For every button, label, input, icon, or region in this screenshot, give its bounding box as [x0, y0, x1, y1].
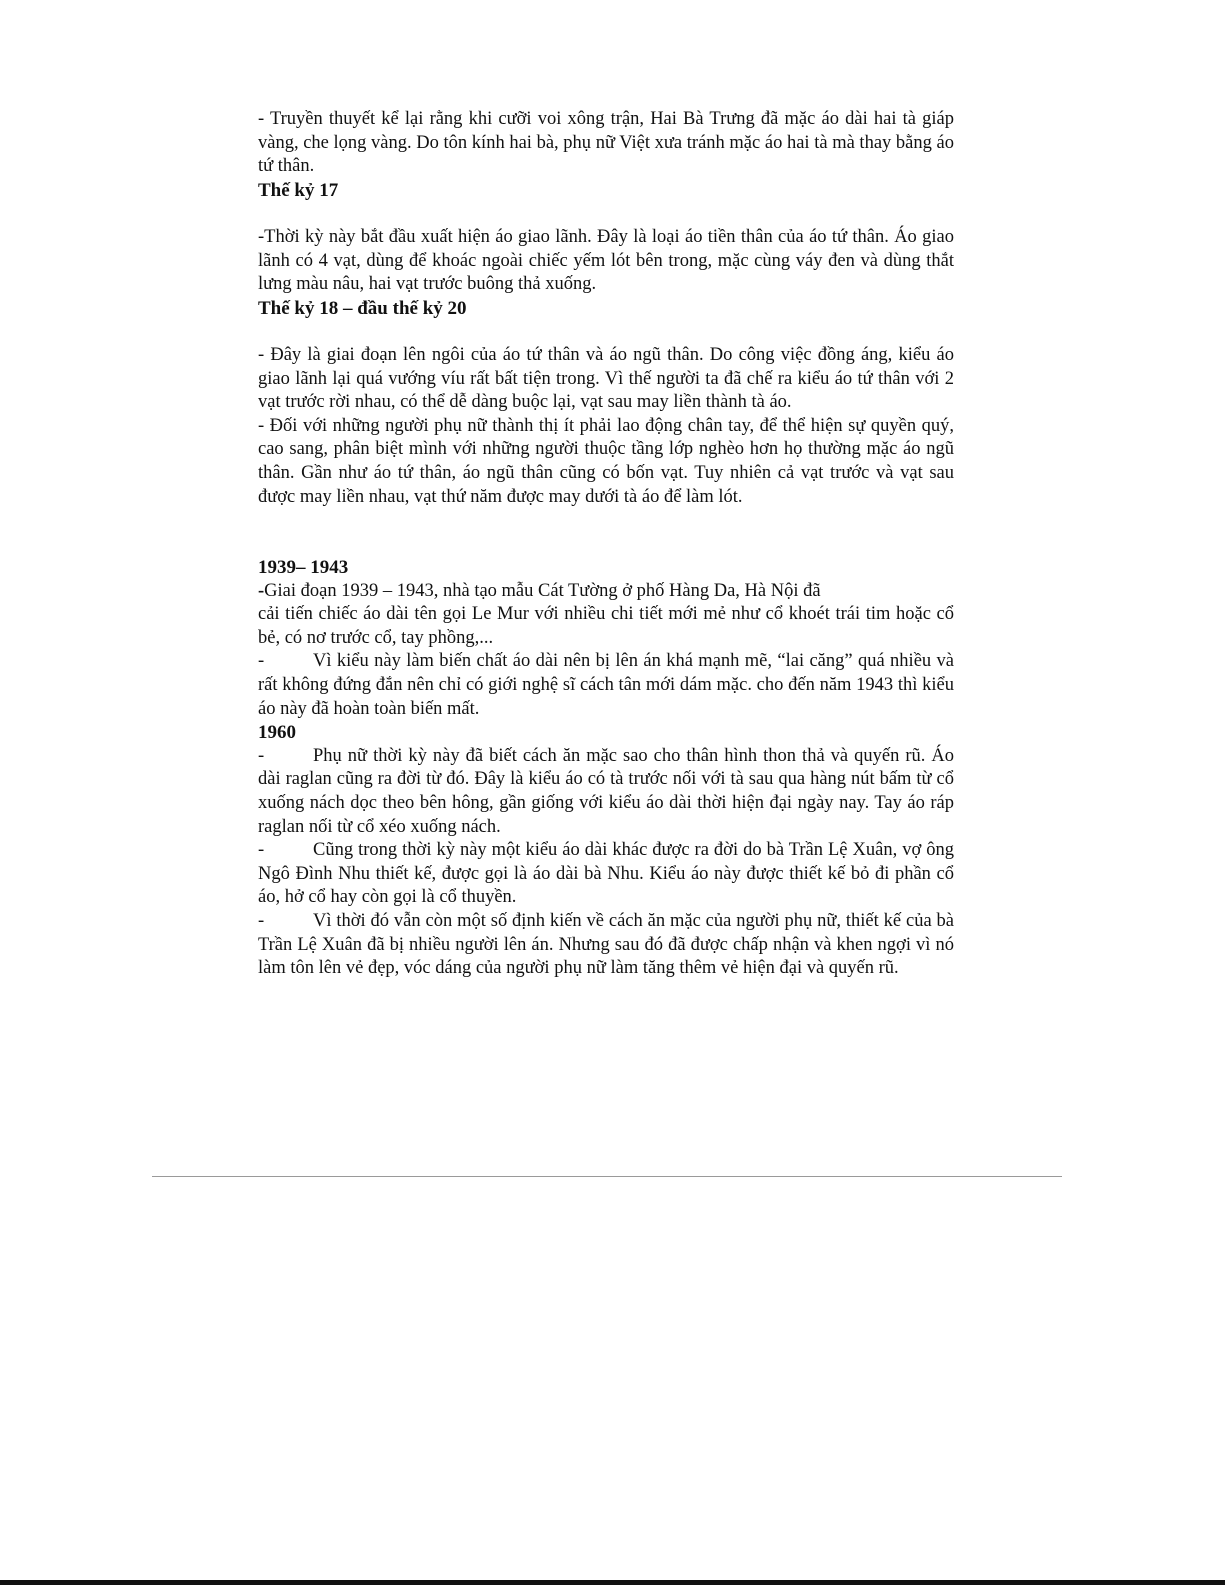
lead-line: Giai đoạn 1939 – 1943, nhà tạo mẫu Cát Tường ở phố Hàng Da, Hà Nội đã	[264, 580, 821, 601]
bullet-item	[258, 910, 954, 981]
bullet-text: Vì thời đó vẫn còn một số định kiến về cách ăn mặc của người phụ nữ, thiết kế của bà Trần Lệ Xuân đã bị nhiều người lên án. Nhưng sau đó đã được chấp nhận và khen ngợi vì nó làm tôn lên vẻ đẹp, vóc dáng của người phụ nữ làm tăng thêm vẻ hiện đại và quyến rũ.	[258, 911, 954, 979]
bullet-text: Cũng trong thời kỳ này một kiểu áo dài khác được ra đời do bà Trần Lệ Xuân, vợ ông Ngô Đình Nhu thiết kế, được gọi là áo dài bà Nhu. Kiểu áo này được thiết kế bỏ đi phần cổ áo, hở cổ hay còn gọi là cổ thuyền.	[258, 840, 954, 908]
page-divider	[152, 1176, 1062, 1177]
paragraph-tu-than: - Đây là giai đoạn lên ngôi của áo tứ thân và áo ngũ thân. Do công việc đồng áng, kiểu áo giao lãnh lại quá vướng víu rất bất tiện trong. Vì thế người ta đã chế ra kiểu áo tứ thân với 2 vạt trước rời nhau, có thể dễ dàng buộc lại, vạt sau may liền thành tà áo.	[258, 344, 954, 413]
bullet-item	[258, 650, 954, 721]
paragraph-le-mur: cải tiến chiếc áo dài tên gọi Le Mur với nhiều chi tiết mới mẻ như cổ khoét trái tim hoặc cổ bẻ, có nơ trước cổ, tay phồng,...	[258, 604, 954, 648]
bullet-text: Phụ nữ thời kỳ này đã biết cách ăn mặc sao cho thân hình thon thả và quyến rũ. Áo dài raglan cũng ra đời từ đó. Đây là kiểu áo có tà trước nối với tà sau qua hàng nút bấm từ cổ xuống nách dọc theo bên hông, gần giống với kiểu áo dài thời hiện đại ngày nay. Tay áo ráp raglan nối từ cổ xéo xuống nách.	[258, 745, 954, 837]
bullet-dash: -	[258, 840, 265, 861]
document-body	[258, 108, 954, 981]
blank-lines	[258, 509, 954, 556]
bullet-item	[258, 745, 954, 839]
bullet-item	[258, 839, 954, 910]
paragraph-cat-tuong-lead	[258, 580, 954, 604]
intro-paragraph: - Truyền thuyết kể lại rằng khi cưỡi voi xông trận, Hai Bà Trưng đã mặc áo dài hai tà giáp vàng, che lọng vàng. Do tôn kính hai bà, phụ nữ Việt xưa tránh mặc áo hai tà mà thay bằng áo tứ thân.	[258, 109, 954, 177]
paragraph-ngu-than: - Đối với những người phụ nữ thành thị ít phải lao động chân tay, để thể hiện sự quyền quý, cao sang, phân biệt mình với những người thuộc tầng lớp nghèo hơn họ thường mặc áo ngũ thân. Gần như áo tứ thân, áo ngũ thân cũng có bốn vạt. Tuy nhiên cả vạt trước và vạt sau được may liền nhau, vạt thứ năm được may dưới tà áo để làm lót.	[258, 415, 954, 507]
bullet-dash: -	[258, 651, 265, 672]
blank-line	[258, 202, 954, 226]
section-heading-1960: 1960	[258, 722, 296, 744]
page-bottom-edge	[0, 1580, 1225, 1585]
section-heading-18th-20th-century: Thế kỷ 18 – đầu thế kỷ 20	[258, 297, 467, 319]
bullet-dash: -	[258, 745, 265, 766]
section-heading-17th-century: Thế kỷ 17	[258, 179, 339, 201]
section-heading-1939-1943: 1939– 1943	[258, 557, 349, 579]
lead-dash: -	[258, 580, 265, 601]
bullet-text: Vì kiểu này làm biến chất áo dài nên bị lên án khá mạnh mẽ, “lai căng” quá nhiều và rất không đứng đắn nên chỉ có giới nghệ sĩ cách tân mới dám mặc. cho đến năm 1943 thì kiểu áo này đã hoàn toàn biến mất.	[258, 651, 954, 719]
paragraph-17th-century: -Thời kỳ này bắt đầu xuất hiện áo giao lãnh. Đây là loại áo tiền thân của áo tứ thân. Áo giao lãnh có 4 vạt, dùng để khoác ngoài chiếc yếm lót bên trong, mặc cùng váy đen và dùng thắt lưng màu nâu, hai vạt trước buông thả xuống.	[258, 226, 954, 295]
bullet-dash: -	[258, 911, 265, 931]
blank-line	[258, 320, 954, 344]
